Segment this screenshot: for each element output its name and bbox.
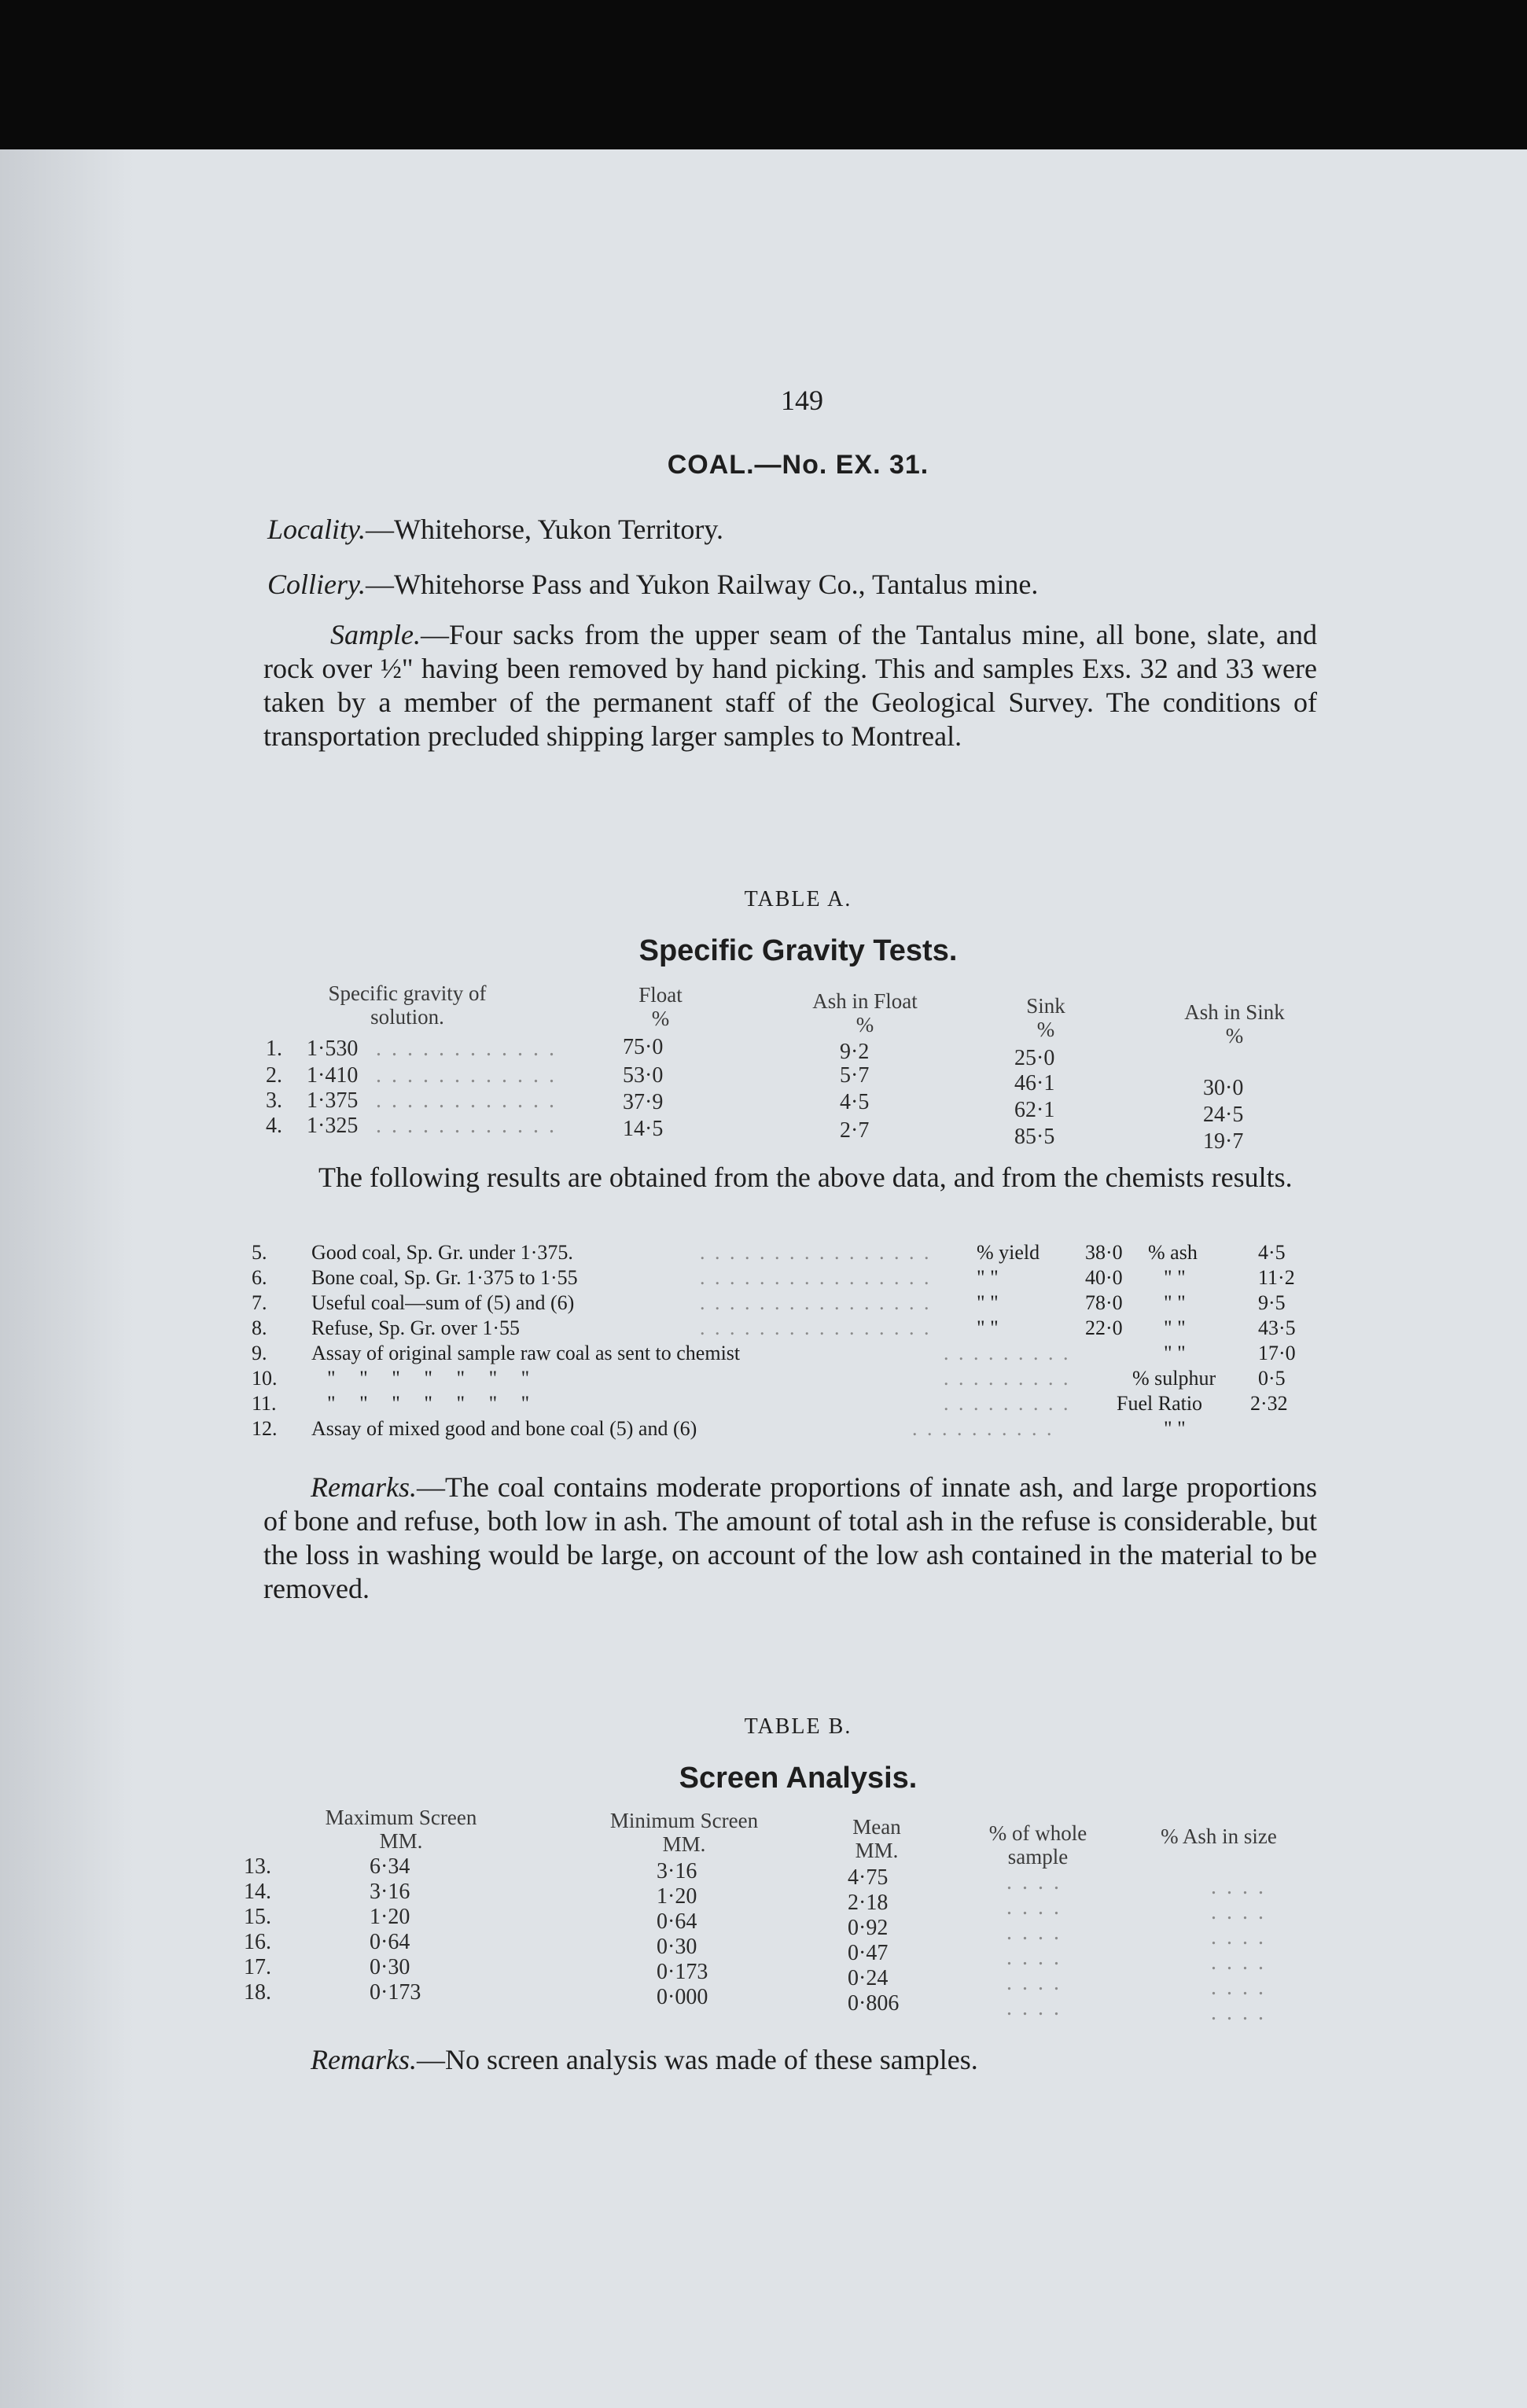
result-row: 6. Bone coal, Sp. Gr. 1·375 to 1·55 . . . . . . . . . . . . . . . . " " 40·0 " " 11·2	[252, 1266, 1295, 1289]
sample-text: —Four sacks from the upper seam of the Tantalus mine, all bone, slate, and rock over ½" having been removed by hand picking. This and samples Exs. 32 and 33 were taken by a member of the permanent staff of the Geological Survey. The conditions of transportation precluded shipping larger samples to Montreal.	[263, 619, 1317, 752]
remarks-b-line	[311, 2043, 978, 2076]
remarks-b-label: Remarks.	[311, 2044, 417, 2075]
table-b-header-mean: Mean MM.	[852, 1815, 901, 1862]
result-row: 9. Assay of original sample raw coal as sent to chemist . . . . . . . . . " " 17·0	[252, 1342, 1296, 1364]
table-a-header-ash-sink: Ash in Sink %	[1184, 1000, 1285, 1048]
table-a-label: TABLE A.	[744, 887, 852, 911]
page-number: 149	[781, 385, 823, 416]
table-a-header-ash-float: Ash in Float %	[812, 989, 918, 1036]
table-a-header-sink: Sink %	[1026, 994, 1065, 1041]
colliery-value: —Whitehorse Pass and Yukon Railway Co., Tantalus mine.	[366, 569, 1039, 600]
table-b-header-ash: % Ash in size	[1161, 1824, 1277, 1848]
table-b-header-min: Minimum Screen MM.	[609, 1809, 759, 1856]
sample-label: Sample.	[330, 619, 421, 650]
locality-line	[267, 513, 723, 546]
table-a-header-sg: Specific gravity of solution.	[328, 981, 487, 1029]
result-row: 8. Refuse, Sp. Gr. over 1·55 . . . . . . . . . . . . . . . . " " 22·0 " " 43·5	[252, 1316, 1296, 1339]
colliery-label: Colliery.	[267, 569, 366, 600]
page-title: COAL.—No. EX. 31.	[667, 450, 929, 480]
remarks-a-text: —The coal contains moderate proportions of innate ash, and large proportions of bone and refuse, both low in ash. The amount of total ash in the refuse is considerable, but the loss in washing would be large, on account of the low ash contained in the material to be removed.	[263, 1471, 1317, 1604]
locality-value: —Whitehorse, Yukon Territory.	[366, 514, 724, 545]
table-a-header-float: Float %	[638, 983, 683, 1030]
results-intro: The following results are obtained from the above data, and from the chemists results.	[318, 1162, 1293, 1193]
table-b-label: TABLE B.	[744, 1714, 852, 1739]
result-row: 12. Assay of mixed good and bone coal (5) and (6) . . . . . . . . . . " "	[252, 1417, 1186, 1440]
table-b-header-max: Maximum Screen MM.	[325, 1806, 477, 1853]
locality-label: Locality.	[267, 514, 366, 545]
result-row: 5. Good coal, Sp. Gr. under 1·375. . . . . . . . . . . . . . . . . % yield 38·0 % ash 4·5	[252, 1241, 1286, 1264]
result-row: 11. " " " " " " " . . . . . . . . . Fuel Ratio 2·32	[252, 1392, 1288, 1415]
remarks-a-label: Remarks.	[311, 1471, 417, 1503]
result-row: 10. " " " " " " " . . . . . . . . . % sulphur 0·5	[252, 1367, 1286, 1390]
remarks-b-text: —No screen analysis was made of these samples.	[416, 2044, 978, 2075]
sample-paragraph	[263, 618, 1317, 753]
colliery-line	[267, 568, 1038, 601]
result-row: 7. Useful coal—sum of (5) and (6) . . . . . . . . . . . . . . . . " " 78·0 " " 9·5	[252, 1291, 1286, 1314]
table-b-header-whole: % of whole sample	[988, 1821, 1087, 1869]
remarks-a-paragraph	[263, 1471, 1317, 1606]
table-b-heading: Screen Analysis.	[679, 1762, 918, 1795]
table-a-heading: Specific Gravity Tests.	[638, 934, 958, 967]
